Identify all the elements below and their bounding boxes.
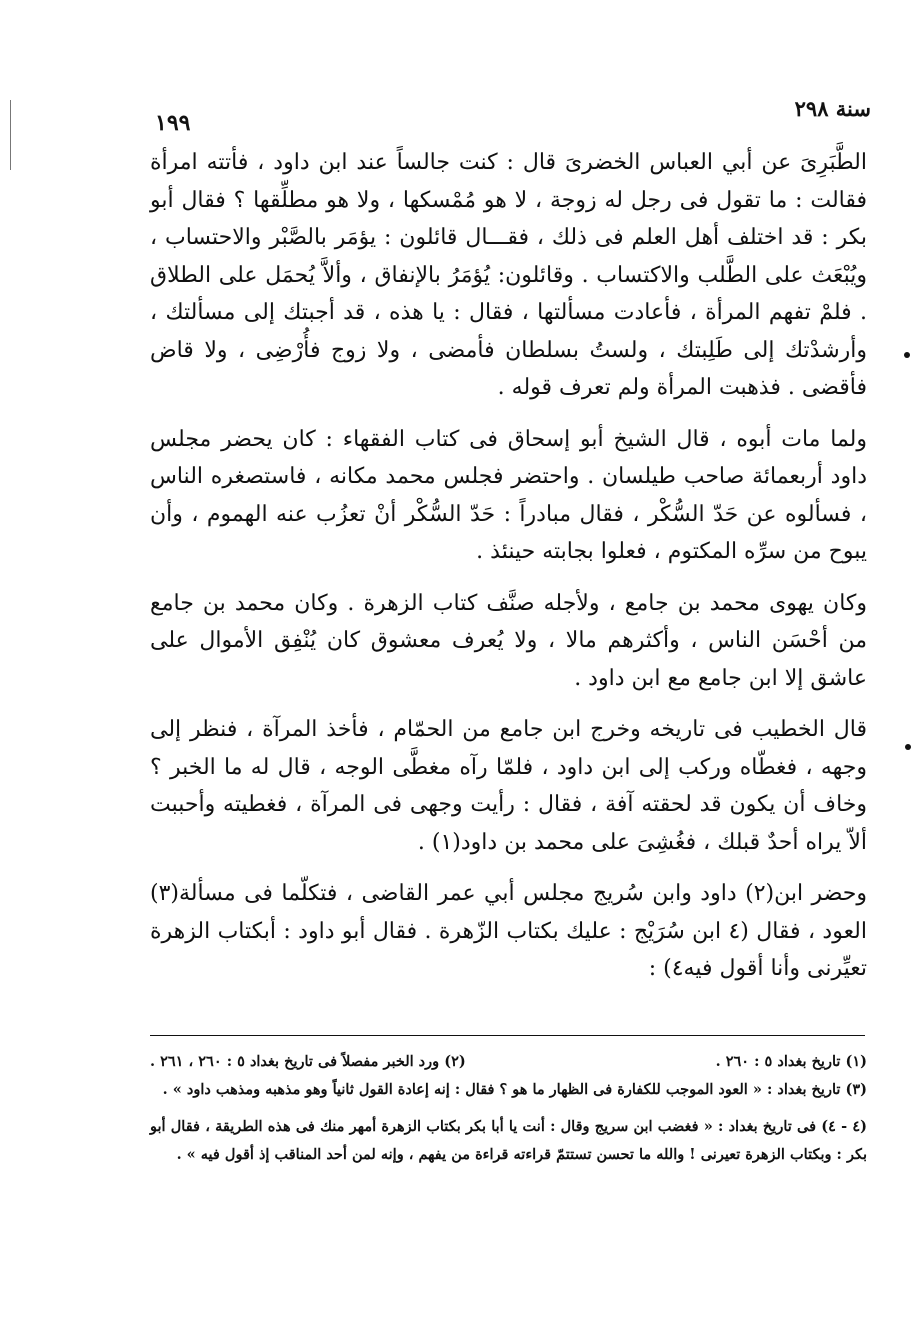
margin-dot <box>904 352 910 358</box>
main-text <box>150 144 867 988</box>
scan-edge-mark <box>10 100 11 170</box>
footnote-row <box>150 1048 867 1076</box>
paragraph: قال الخطيب فى تاريخه وخرج ابن جامع من الحمّام ، فأخذ المرآة ، فنظر إلى وجهه ، فغطّاه وركب إلى ابن داود ، فلمّا رآه مغطَّى الوجه ، قال له ما الخبر ؟ وخاف أن يكون قد لحقته آفة ، فقال : رأيت وجهى فى المرآة ، فغطيته وأحببت ألاّ يراه أحدٌ قبلك ، فغُشِىَ على محمد بن داود(١) . <box>150 717 867 855</box>
paragraph: وحضر ابن(٢) داود وابن سُريج مجلس أبي عمر القاضى ، فتكلّما فى مسألة(٣) العود ، فقال (٤ ابن سُرَيْج : عليك بكتاب الزّهرة . فقال أبو داود : أبكتاب الزهرة تعيِّرنى وأنا أقول فيه٤) : <box>150 881 867 981</box>
footnote-divider <box>150 1035 865 1036</box>
paragraph: وكان يهوى محمد بن جامع ، ولأجله صنَّف كتاب الزهرة . وكان محمد بن جامع من أحْسَن الناس ، وأكثرهم مالا ، ولا يُعرف معشوق كان يُنْفِق الأموال على عاشق إلا ابن جامع مع ابن داود . <box>150 590 867 691</box>
page-header <box>155 96 871 136</box>
footnote-2: (٢) ورد الخبر مفصلاً فى تاريخ بغداد ٥ : ٢٦٠ ، ٢٦١ . <box>150 1053 466 1070</box>
footnote-3: (٣) تاريخ بغداد : « العود الموجب للكفارة فى الظهار ما هو ؟ فقال : إنه إعادة القول ثانياً وهو مذهبه ومذهب داود » . <box>162 1081 867 1098</box>
year-label: سنة ٢٩٨ <box>794 96 871 121</box>
page-number: ١٩٩ <box>155 110 191 136</box>
margin-dot <box>905 744 911 750</box>
footnote-1: (١) تاريخ بغداد ٥ : ٢٦٠ . <box>715 1053 867 1070</box>
footnote-4: (٤ - ٤) فى تاريخ بغداد : « فغضب ابن سريج وقال : أنت يا أبا بكر بكتاب الزهرة أمهر منك فى هذه الطريقة ، فقال أبو بكر : وبكتاب الزهرة تعيرنى ! والله ما تحسن تستتمّ قراءته قراءة من يفهم ، وإنه لمن أحد المناقب إذ أقول فيه » . <box>150 1118 867 1163</box>
footnotes <box>150 1048 867 1169</box>
paragraph: الطَّبَرِىَ عن أبي العباس الخضرىَ قال : كنت جالساً عند ابن داود ، فأتته امرأة فقالت : ما تقول فى رجل له زوجة ، لا هو مُمْسكها ، ولا هو مطلِّقها ؟ فقال أبو بكر : قد اختلف أهل العلم فى ذلك ، فقـــال قائلون : يؤمَر بالصَّبْر والاحتساب ، ويُبْعَث على الطَّلب والاكتساب . وقائلون: يُؤمَرُ بالإنفاق ، وألاَّ يُحمَل على الطلاق . فلمْ تفهم المرأة ، فأعادت مسألتها ، فقال : يا هذه ، قد أجبتك إلى مسألتك ، وأرشدْتك إلى طَلِبتك ، ولستُ بسلطان فأمضى ، ولا زوج فأُرْضِى ، ولا قاض فأقضى . فذهبت المرأة ولم تعرف قوله . <box>150 150 867 400</box>
paragraph: ولما مات أبوه ، قال الشيخ أبو إسحاق فى كتاب الفقهاء : كان يحضر مجلس داود أربعمائة صاحب طيلسان . واحتضر فجلس محمد مكانه ، فاستصغره الناس ، فسألوه عن حَدّ السُّكْر ، فقال مبادراً : حَدّ السُّكْر أنْ تعزُب عنه الهموم ، وأن يبوح من سرِّه المكتوم ، فعلوا بجابته حينئذ . <box>150 426 867 564</box>
